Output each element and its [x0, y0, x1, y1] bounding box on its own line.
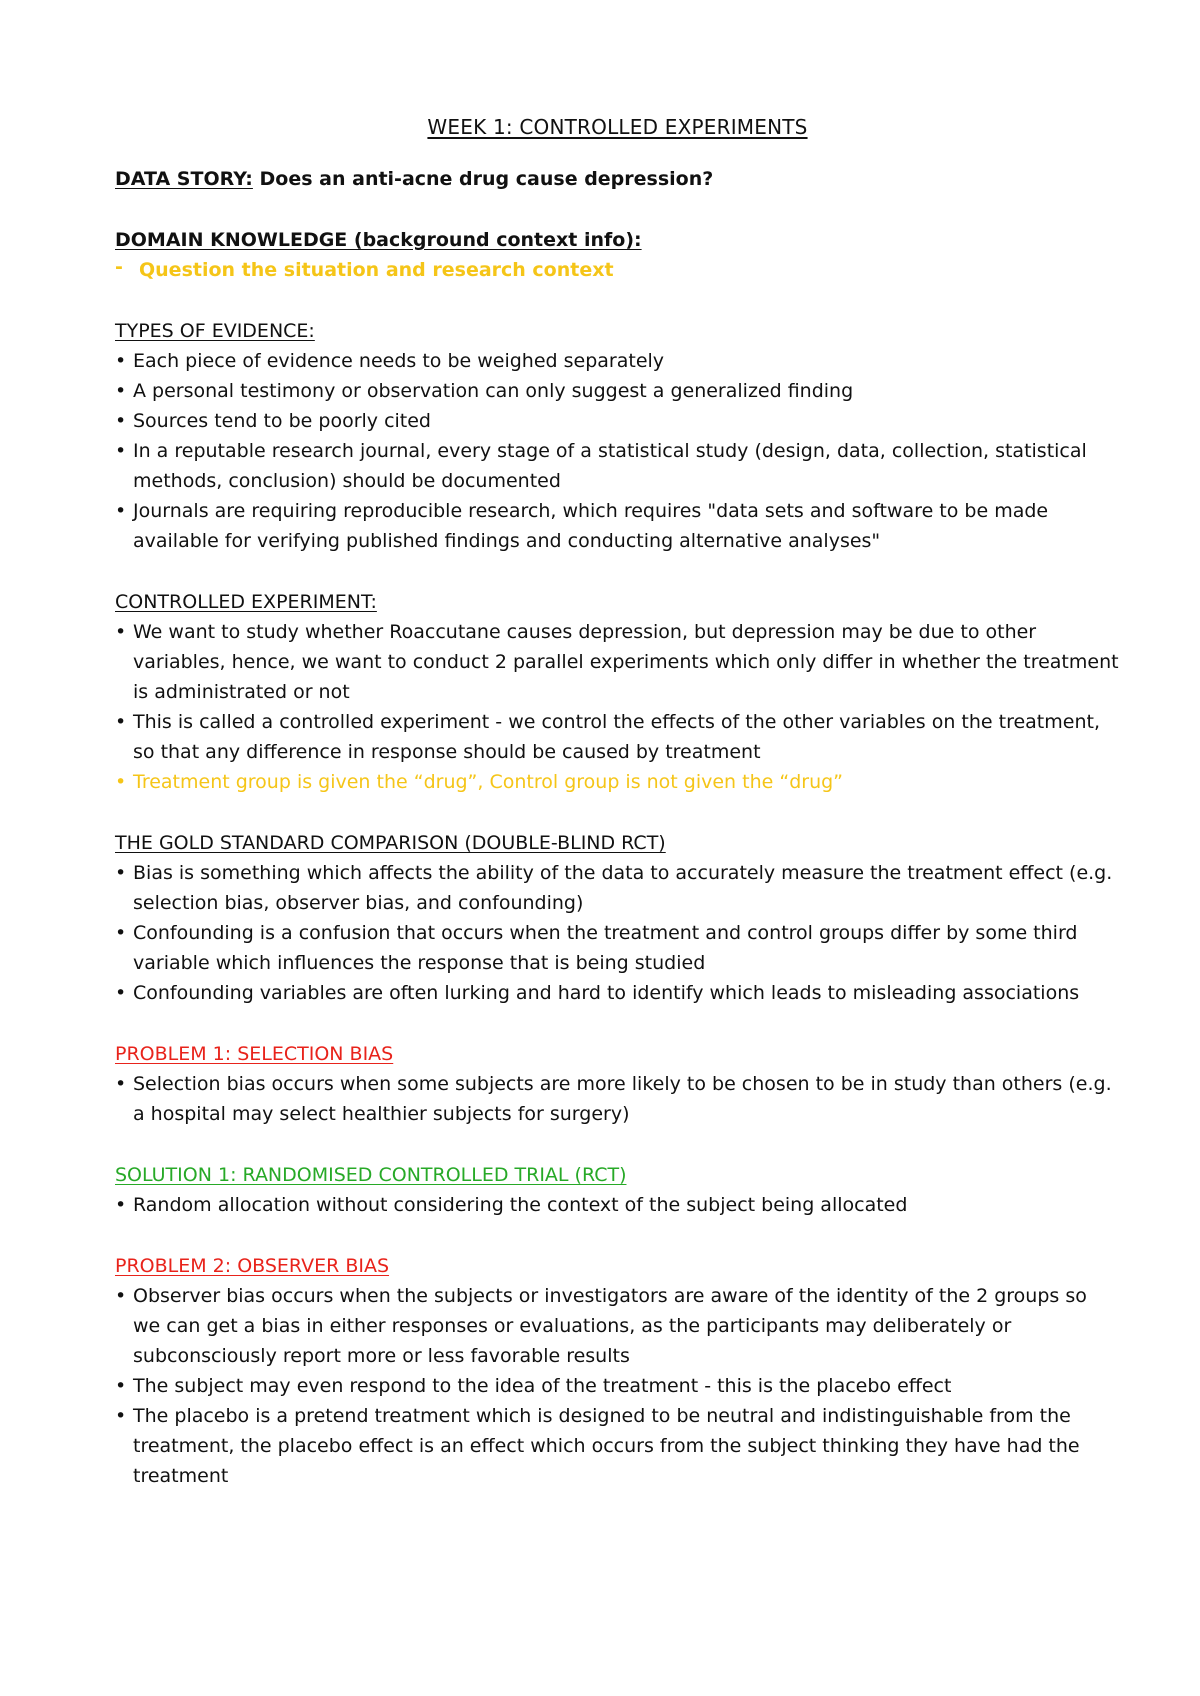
list-item-text: The subject may even respond to the idea of the treatment - this is the placebo effect: [133, 1375, 952, 1397]
bullet-glyph: •: [115, 350, 127, 372]
list-item-text: Sources tend to be poorly cited: [133, 410, 431, 432]
list-item-text: Bias is something which affects the ability of the data to accurately measure the treatment effect (e.g. selection bias, observer bias, and confounding): [133, 862, 1113, 914]
data-story-label: DATA STORY:: [115, 168, 253, 190]
list-item: [115, 436, 1120, 496]
list-item-text: This is called a controlled experiment - we control the effects of the other variables on the treatment, so that any difference in response should be caused by treatment: [133, 711, 1100, 763]
list-item: [115, 1190, 1120, 1220]
spacer: [115, 285, 1120, 316]
bullet-glyph: •: [115, 410, 127, 432]
solution1-heading: SOLUTION 1: RANDOMISED CONTROLLED TRIAL (RCT): [115, 1164, 627, 1186]
list-item-text: In a reputable research journal, every stage of a statistical study (design, data, collection, statistical methods, conclusion) should be documented: [133, 440, 1087, 492]
spacer: [115, 1129, 1120, 1160]
list-item: [115, 918, 1120, 978]
bullet-glyph: •: [115, 922, 127, 944]
list-item-text: Confounding variables are often lurking and hard to identify which leads to misleading associations: [133, 982, 1080, 1004]
bullet-glyph: •: [115, 380, 127, 402]
bullet-glyph: •: [115, 1194, 127, 1216]
list-item-text: Random allocation without considering the context of the subject being allocated: [133, 1194, 908, 1216]
dash-glyph: -: [115, 256, 123, 278]
bullet-glyph: •: [115, 982, 127, 1004]
data-story-text: Does an anti-acne drug cause depression?: [252, 168, 714, 190]
bullet-glyph: •: [115, 862, 127, 884]
list-item-text: Observer bias occurs when the subjects or investigators are aware of the identity of the 2 groups so we can get a bias in either responses or evaluations, as the participants may deliberately or subconsciously report more or less favorable results: [133, 1285, 1087, 1367]
highlight-item: [115, 767, 1120, 797]
gold-standard-heading: THE GOLD STANDARD COMPARISON (DOUBLE-BLIND RCT): [115, 832, 666, 854]
bullet-glyph: •: [115, 1405, 127, 1427]
spacer: [115, 1220, 1120, 1251]
types-of-evidence-heading: TYPES OF EVIDENCE:: [115, 320, 315, 342]
list-item: [115, 707, 1120, 767]
list-item: [115, 978, 1120, 1008]
list-item-text: Each piece of evidence needs to be weighed separately: [133, 350, 665, 372]
list-item: [115, 858, 1120, 918]
domain-knowledge-item: [115, 255, 1120, 285]
types-of-evidence-list: [115, 346, 1120, 556]
spacer: [115, 797, 1120, 828]
bullet-glyph: •: [115, 771, 127, 793]
list-item: [115, 1371, 1120, 1401]
bullet-glyph: •: [115, 1073, 127, 1095]
list-item: [115, 406, 1120, 436]
list-item-text: Selection bias occurs when some subjects are more likely to be chosen to be in study than others (e.g. a hospital may select healthier subjects for surgery): [133, 1073, 1112, 1125]
list-item-text: We want to study whether Roaccutane causes depression, but depression may be due to other variables, hence, we want to conduct 2 parallel experiments which only differ in whether the treatment is administrated or not: [133, 621, 1119, 703]
list-item: [115, 346, 1120, 376]
list-item-text: A personal testimony or observation can only suggest a generalized finding: [133, 380, 854, 402]
data-story-line: [115, 164, 1120, 194]
problem1-heading: PROBLEM 1: SELECTION BIAS: [115, 1043, 394, 1065]
list-item: [115, 617, 1120, 707]
list-item-text: Confounding is a confusion that occurs when the treatment and control groups differ by some third variable which influences the response that is being studied: [133, 922, 1078, 974]
spacer: [115, 194, 1120, 225]
spacer: [115, 556, 1120, 587]
page-title: WEEK 1: CONTROLLED EXPERIMENTS: [427, 115, 808, 139]
highlight-item-text: Treatment group is given the “drug”, Control group is not given the “drug”: [133, 771, 844, 793]
list-item-text: Journals are requiring reproducible research, which requires "data sets and software to be made available for verifying published findings and conducting alternative analyses": [133, 500, 1049, 552]
list-item: [115, 1401, 1120, 1491]
domain-knowledge-item-text: Question the situation and research context: [139, 259, 614, 281]
list-item: [115, 1069, 1120, 1129]
problem2-list: [115, 1281, 1120, 1491]
domain-knowledge-heading: DOMAIN KNOWLEDGE (background context info):: [115, 229, 642, 251]
bullet-glyph: •: [115, 500, 127, 522]
solution1-list: [115, 1190, 1120, 1220]
spacer: [115, 1008, 1120, 1039]
controlled-experiment-heading: CONTROLLED EXPERIMENT:: [115, 591, 377, 613]
bullet-glyph: •: [115, 1285, 127, 1307]
list-item: [115, 376, 1120, 406]
bullet-glyph: •: [115, 711, 127, 733]
list-item: [115, 496, 1120, 556]
bullet-glyph: •: [115, 440, 127, 462]
gold-standard-list: [115, 858, 1120, 1008]
bullet-glyph: •: [115, 1375, 127, 1397]
controlled-experiment-list: [115, 617, 1120, 797]
list-item: [115, 1281, 1120, 1371]
problem1-list: [115, 1069, 1120, 1129]
list-item-text: The placebo is a pretend treatment which is designed to be neutral and indistinguishable from the treatment, the placebo effect is an effect which occurs from the subject thinking they have had the treatment: [133, 1405, 1080, 1487]
problem2-heading: PROBLEM 2: OBSERVER BIAS: [115, 1255, 390, 1277]
bullet-glyph: •: [115, 621, 127, 643]
